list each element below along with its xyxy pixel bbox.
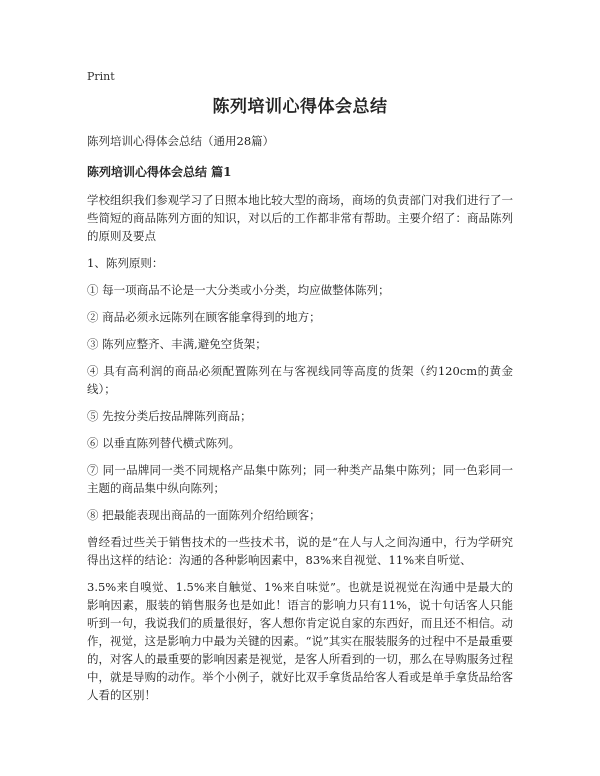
- paragraph-communication: 曾经看过些关于销售技术的一些技术书，说的是“在人与人之间沟通中，行为学研究得出这样的结论：沟通的各种影响因素中，83%来自视觉、11%来自听觉、: [87, 535, 513, 567]
- document-body: [87, 132, 513, 713]
- document-subtitle: 陈列培训心得体会总结（通用28篇）: [87, 134, 275, 148]
- list-item: ⑧ 把最能表现出商品的一面陈列介绍给顾客；: [87, 508, 321, 522]
- section-heading: 陈列培训心得体会总结 篇1: [87, 165, 232, 179]
- list-item: ⑥ 以垂直陈列替代横式陈列。: [87, 436, 241, 450]
- print-link[interactable]: Print: [87, 70, 115, 83]
- list-item: ① 每一项商品不论是一大分类或小分类，均应做整体陈列；: [87, 283, 390, 297]
- list-item: ⑦ 同一品牌同一类不同规格产品集中陈列；同一种类产品集中陈列；同一色彩同一主题的商品集中纵向陈列；: [87, 463, 513, 495]
- list-item: ② 商品必须永远陈列在顾客能拿得到的地方；: [87, 310, 321, 324]
- paragraph-principles-heading: 1、陈列原则：: [87, 256, 164, 270]
- page-title: 陈列培训心得体会总结: [212, 97, 388, 117]
- paragraph-visual-impact: 3.5%来自嗅觉、1.5%来自触觉、1%来自味觉”。也就是说视觉在沟通中是最大的影响因素，服装的销售服务也是如此！语言的影响力只有11%，说十句话客人只能听到一句，我说我们的质量很好，客人想你肯定说自家的东西好，而且还不相信。动作，视觉，这是影响力中最为关键的因素。“说”其实在服装服务的过程中不是最重要的，对客人的最重要的影响因素是视觉，是客人所看到的一切，那么在导购服务过程中，就是导购的动作。举个小例子，就好比双手拿货品给客人看或是单手拿货品给客人看的区别！: [87, 580, 513, 702]
- list-item: ③ 陈列应整齐、丰满,避免空货架；: [87, 337, 267, 351]
- paragraph-intro: 学校组织我们参观学习了日照本地比较大型的商场，商场的负责部门对我们进行了一些简短的商品陈列方面的知识，对以后的工作都非常有帮助。主要介绍了：商品陈列的原则及要点: [87, 193, 513, 243]
- list-item: ④ 具有高利润的商品必须配置陈列在与客视线同等高度的货架（约120cm的黄金线）；: [87, 364, 513, 396]
- list-item: ⑤ 先按分类后按品牌陈列商品；: [87, 409, 252, 423]
